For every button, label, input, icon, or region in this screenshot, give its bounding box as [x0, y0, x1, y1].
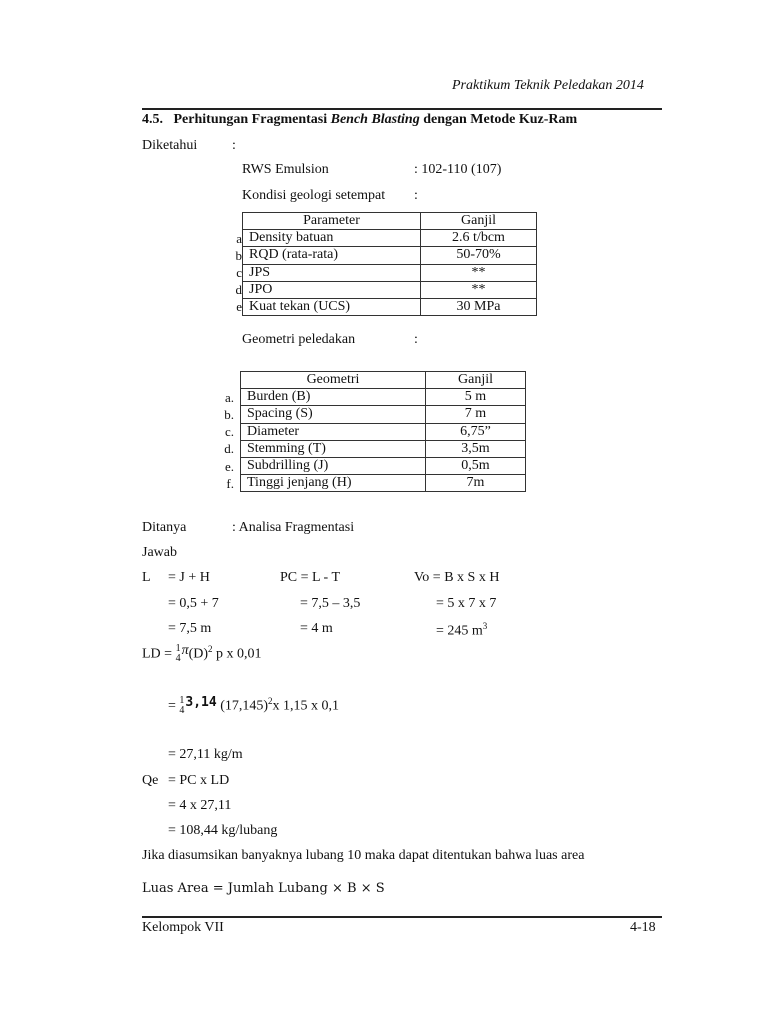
table-cell: Spacing (S)	[241, 406, 426, 423]
table-header: Geometri	[241, 372, 426, 389]
rws-value: : 102-110 (107)	[414, 162, 502, 177]
footer-left: Kelompok VII	[142, 920, 224, 935]
calc-vo-eq3-sup: 3	[482, 621, 488, 631]
table-cell: Diameter	[241, 423, 426, 440]
qe-eq3: = 108,44 kg/lubang	[168, 823, 278, 838]
table-cell: 5 m	[426, 389, 526, 406]
table-cell: **	[421, 264, 537, 281]
table-header: Ganjil	[426, 372, 526, 389]
section-title-b: Bench Blasting	[330, 112, 420, 127]
geometry-colon: :	[414, 332, 418, 347]
table-cell: **	[421, 281, 537, 298]
table2-letter: b.	[224, 407, 234, 422]
calc-pc-eq1: PC = L - T	[280, 570, 341, 585]
ld1-rest: (D)	[188, 646, 209, 662]
table-cell: 7m	[426, 475, 526, 492]
fraction-numerator: 1	[175, 643, 181, 655]
table-header-row	[243, 213, 537, 230]
table1-letter: d	[235, 282, 242, 297]
table-cell: Tinggi jenjang (H)	[241, 475, 426, 492]
qe-eq2: = 4 x 27,11	[168, 798, 232, 813]
fraction-denominator: 4	[175, 653, 181, 665]
ld1-sup: 2	[208, 644, 213, 654]
section-title-c: dengan Metode Kuz-Ram	[419, 112, 578, 127]
table1-letter: e	[236, 299, 242, 314]
known-colon: :	[232, 138, 236, 153]
calc-l-eq1: = J + H	[168, 570, 210, 585]
ld2-rest: (17,145)	[216, 698, 269, 714]
table-row	[241, 423, 526, 440]
header-rule	[142, 108, 662, 110]
geology-colon: :	[414, 188, 418, 203]
calc-l-eq3: = 7,5 m	[168, 621, 212, 636]
calc-l-eq2: = 0,5 + 7	[168, 596, 219, 611]
calc-vo-eq3-text: = 245 m	[436, 623, 483, 639]
area-formula: Luas Area = Jumlah Lubang × B × S	[142, 881, 385, 896]
table-header: Parameter	[243, 213, 421, 230]
geology-label: Kondisi geologi setempat	[242, 188, 386, 203]
table1-letter: b	[235, 248, 242, 263]
table-cell: 7 m	[426, 406, 526, 423]
table2-letter: c.	[224, 424, 234, 439]
assumption-text: Jika diasumsikan banyaknya lubang 10 maka dapat ditentukan bahwa luas area	[142, 848, 585, 863]
table-cell: Density batuan	[243, 230, 421, 247]
table-header-row	[241, 372, 526, 389]
table-cell: Burden (B)	[241, 389, 426, 406]
section-number: 4.5.	[142, 112, 163, 127]
calc-vo-eq3	[436, 621, 487, 640]
table-row	[243, 264, 537, 281]
fraction-denominator: 4	[179, 705, 185, 717]
pi-symbol: π	[181, 642, 189, 658]
table-cell: Subdrilling (J)	[241, 457, 426, 474]
table-header: Ganjil	[421, 213, 537, 230]
fraction-quarter	[176, 644, 181, 664]
table-cell: Stemming (T)	[241, 440, 426, 457]
table1-letter: a	[236, 231, 242, 246]
table-cell: 50-70%	[421, 247, 537, 264]
table-cell: JPS	[243, 264, 421, 281]
table-cell: JPO	[243, 281, 421, 298]
calc-pc-eq3: = 4 m	[300, 621, 333, 636]
table-row	[243, 230, 537, 247]
answer-label: Jawab	[142, 545, 177, 560]
ld2-tail: x 1,15 x 0,1	[272, 698, 340, 714]
question-label: Ditanya	[142, 520, 187, 535]
ld2-sup: 2	[268, 696, 273, 706]
table-row	[241, 457, 526, 474]
table-cell: 6,75”	[426, 423, 526, 440]
table2-letter: a.	[224, 390, 234, 405]
table-cell: Kuat tekan (UCS)	[243, 298, 421, 315]
table-row	[243, 298, 537, 315]
qe-eq1: = PC x LD	[168, 773, 230, 788]
question-value: : Analisa Fragmentasi	[232, 520, 355, 535]
table-cell: 2.6 t/bcm	[421, 230, 537, 247]
geometry-table	[240, 371, 526, 492]
table-row	[241, 440, 526, 457]
known-label: Diketahui	[142, 138, 198, 153]
table-row	[241, 406, 526, 423]
ld1-tail: p x 0,01	[212, 646, 262, 662]
ld-formula-1	[142, 644, 262, 664]
fraction-numerator: 1	[179, 695, 185, 707]
table2-letter: f.	[226, 476, 234, 491]
geometry-label: Geometri peledakan	[242, 332, 356, 347]
section-title	[142, 112, 577, 128]
footer-rule	[142, 916, 662, 918]
ld-result: = 27,11 kg/m	[168, 747, 243, 762]
table-cell: 30 MPa	[421, 298, 537, 315]
page-number: 4-18	[630, 920, 656, 935]
table-row	[241, 389, 526, 406]
section-title-a: Perhitungan Fragmentasi	[173, 112, 331, 127]
running-header: Praktikum Teknik Peledakan 2014	[452, 78, 644, 93]
table2-letter: e.	[224, 459, 234, 474]
calc-l-label: L	[142, 570, 151, 585]
ld2-pi-value: 3,14	[185, 694, 217, 710]
table-cell: 3,5m	[426, 440, 526, 457]
calc-vo-eq2: = 5 x 7 x 7	[436, 596, 497, 611]
table-row	[241, 475, 526, 492]
qe-label: Qe	[142, 773, 159, 788]
calc-pc-eq2: = 7,5 – 3,5	[300, 596, 361, 611]
ld-formula-2	[168, 696, 339, 716]
table2-letter: d.	[224, 441, 234, 456]
ld-label: LD =	[142, 646, 173, 662]
ld2-eq: =	[168, 698, 176, 714]
geology-table	[242, 212, 537, 316]
rws-label: RWS Emulsion	[242, 162, 329, 177]
fraction-quarter	[179, 696, 184, 716]
table-row	[243, 281, 537, 298]
table-cell: RQD (rata-rata)	[243, 247, 421, 264]
table1-letter: c	[236, 265, 242, 280]
table-row	[243, 247, 537, 264]
table-cell: 0,5m	[426, 457, 526, 474]
calc-vo-eq1: Vo = B x S x H	[414, 570, 500, 585]
